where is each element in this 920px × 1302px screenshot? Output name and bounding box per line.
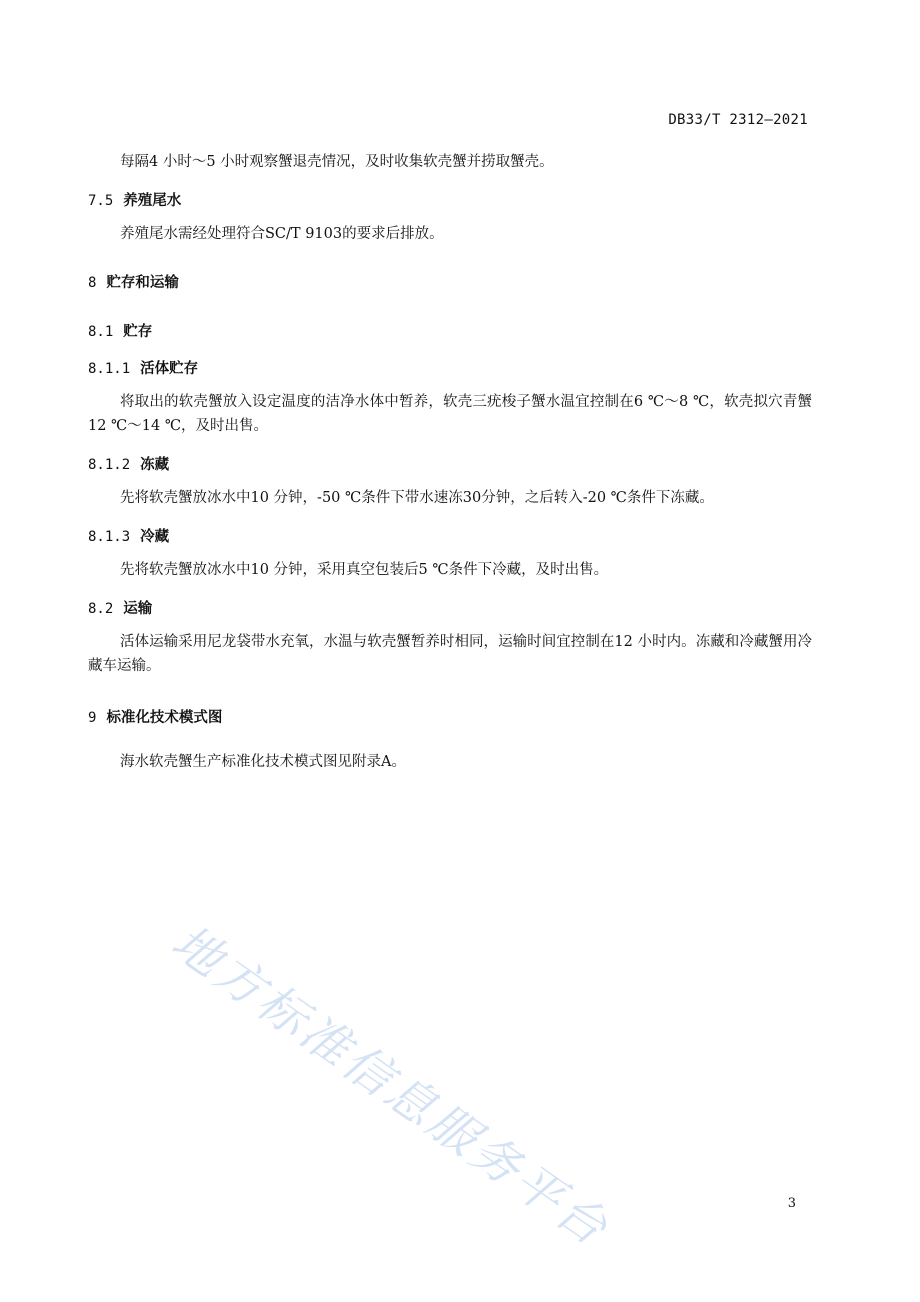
section-number: 8.2 (88, 601, 114, 617)
section-number: 9 (88, 710, 97, 726)
section-heading-8-2 (88, 597, 812, 618)
section-number: 7.5 (88, 193, 114, 209)
section-title: 贮存 (123, 324, 153, 340)
section-title: 养殖尾水 (123, 193, 182, 209)
section-heading-8-1 (88, 320, 812, 341)
paragraph-transport: 活体运输采用尼龙袋带水充氧，水温与软壳蟹暂养时相同，运输时间宜控制在12 小时内。冻藏和冷藏蟹用冷藏车运输。 (88, 634, 812, 674)
page-number: 3 (787, 1196, 796, 1211)
section-number: 8 (88, 275, 97, 291)
section-title: 运输 (123, 601, 153, 617)
section-title: 贮存和运输 (106, 275, 179, 291)
section-title: 标准化技术模式图 (106, 710, 223, 726)
paragraph-chilled-storage: 先将软壳蟹放冰水中10 分钟，采用真空包装后5 ℃条件下冷藏，及时出售。 (120, 562, 609, 578)
section-number: 8.1.1 (88, 361, 131, 377)
standard-code: DB33/T 2312—2021 (668, 112, 808, 128)
section-title: 活体贮存 (140, 361, 199, 377)
section-heading-8-1-1 (88, 357, 812, 378)
section-heading-8-1-2 (88, 453, 812, 474)
section-number: 8.1 (88, 324, 114, 340)
paragraph-molting-check: 每隔4 小时～5 小时观察蟹退壳情况，及时收集软壳蟹并捞取蟹壳。 (120, 154, 554, 170)
section-heading-8-1-3 (88, 525, 812, 546)
paragraph-pattern-diagram: 海水软壳蟹生产标准化技术模式图见附录A。 (120, 754, 406, 770)
section-number: 8.1.2 (88, 457, 131, 473)
section-heading-9 (88, 706, 812, 727)
paragraph-frozen-storage: 先将软壳蟹放冰水中10 分钟，-50 ℃条件下带水速冻30分钟，之后转入-20 ℃条件下冻藏。 (120, 490, 714, 506)
section-heading-8 (88, 271, 812, 292)
paragraph-tailwater: 养殖尾水需经处理符合SC/T 9103的要求后排放。 (120, 226, 444, 242)
section-title: 冻藏 (140, 457, 170, 473)
paragraph-live-storage: 将取出的软壳蟹放入设定温度的洁净水体中暂养，软壳三疣梭子蟹水温宜控制在6 ℃～8 ℃，软壳拟穴青蟹12 ℃～14 ℃，及时出售。 (88, 394, 812, 434)
section-title: 冷藏 (140, 529, 170, 545)
section-number: 8.1.3 (88, 529, 131, 545)
section-heading-7-5 (88, 189, 812, 210)
watermark: 地方标准信息服务平台 (161, 914, 620, 1259)
